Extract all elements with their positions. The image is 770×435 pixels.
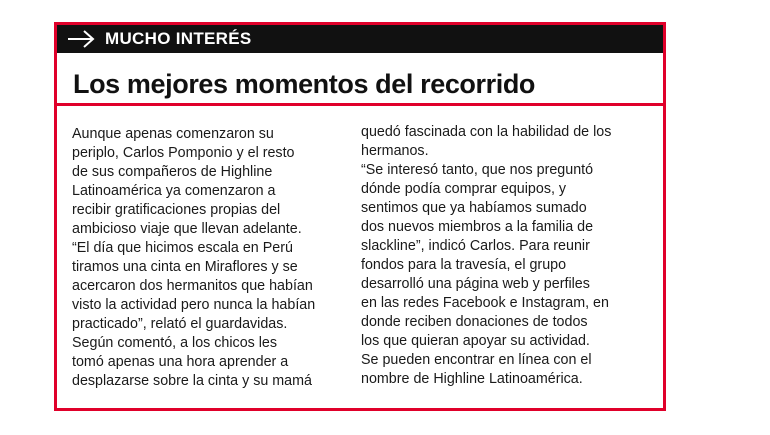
article-text-line: los que quieran apoyar su actividad. [361, 333, 590, 349]
section-header-bar [57, 25, 663, 53]
article-text-line: desplazarse sobre la cinta y su mamá [72, 373, 312, 389]
article-text-line: nombre de Highline Latinoamérica. [361, 371, 583, 387]
article-text-line: tiramos una cinta en Miraflores y se [72, 259, 298, 275]
article-text-line: fondos para la travesía, el grupo [361, 257, 567, 273]
article-text-line: en las redes Facebook e Instagram, en [361, 295, 609, 311]
article-text-line: hermanos. [361, 143, 429, 159]
article-text-line: practicado”, relató el guardavidas. [72, 316, 288, 332]
article-text-line: Se pueden encontrar en línea con el [361, 352, 592, 368]
article-text-line: slackline”, indicó Carlos. Para reunir [361, 238, 590, 254]
article-text-line: Aunque apenas comenzaron su [72, 126, 274, 142]
article-text-line: desarrolló una página web y perfiles [361, 276, 590, 292]
right-arrow-icon [67, 29, 95, 49]
article-text-line: acercaron dos hermanitos que habían [72, 278, 313, 294]
article-text-line: recibir gratificaciones propias del [72, 202, 281, 218]
article-text-line: “El día que hicimos escala en Perú [72, 240, 293, 256]
article-column-left [72, 125, 347, 391]
article-text-line: ambicioso viaje que llevan adelante. [72, 221, 302, 237]
article-text-line: visto la actividad pero nunca la habían [72, 297, 316, 313]
article-text-line: tomó apenas una hora aprender a [72, 354, 289, 370]
article-text-line: Latinoamérica ya comenzaron a [72, 183, 276, 199]
article-text-line: periplo, Carlos Pomponio y el resto [72, 145, 295, 161]
article-column-right [361, 123, 641, 389]
article-text-line: dónde podía comprar equipos, y [361, 181, 567, 197]
article-text-line: “Se interesó tanto, que nos preguntó [361, 162, 594, 178]
section-kicker: MUCHO INTERÉS [105, 29, 252, 48]
title-divider [57, 103, 663, 106]
article-text-line: dos nuevos miembros a la familia de [361, 219, 594, 235]
article-text-line: de sus compañeros de Highline [72, 164, 273, 180]
article-box [54, 22, 666, 411]
article-text-line: sentimos que ya habíamos sumado [361, 200, 587, 216]
article-title: Los mejores momentos del recorrido [73, 69, 536, 99]
article-text-line: Según comentó, a los chicos les [72, 335, 278, 351]
article-text-line: quedó fascinada con la habilidad de los [361, 124, 612, 140]
article-text-line: donde reciben donaciones de todos [361, 314, 588, 330]
